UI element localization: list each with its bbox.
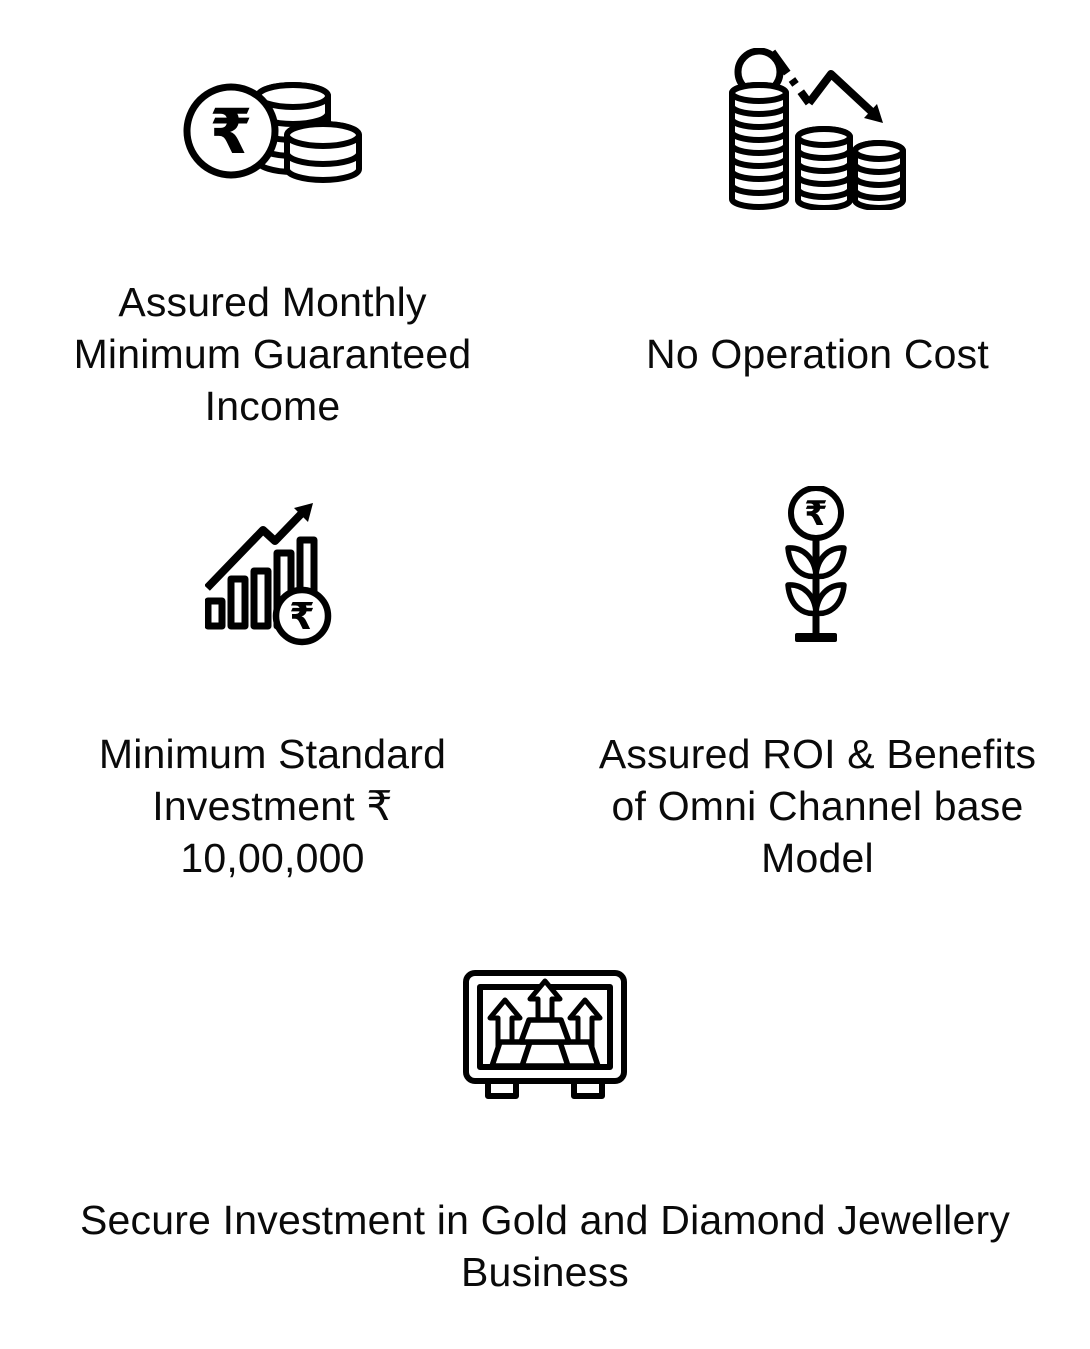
- falling-coin-stacks-icon: [729, 48, 907, 210]
- feature-caption: [0, 1142, 1090, 1349]
- growth-bars-rupee-icon: [205, 486, 340, 646]
- feature-card-assured-roi: [545, 450, 1090, 930]
- icon-box: [545, 0, 1090, 258]
- caption-line: Minimum Guaranteed: [73, 331, 472, 377]
- rupee-symbol: ₹: [208, 95, 253, 168]
- caption-line: Investment ₹: [152, 783, 393, 829]
- caption-line: Income: [204, 383, 341, 429]
- caption-line: Model: [761, 835, 874, 881]
- feature-card-assured-income: [0, 0, 545, 450]
- rupee-plant-icon: [783, 486, 853, 646]
- caption-line: 10,00,000: [180, 835, 365, 881]
- caption-line: Secure Investment in Gold and Diamond Jewellery: [79, 1196, 1011, 1243]
- gold-safe-icon: [463, 970, 628, 1102]
- feature-card-minimum-investment: [0, 450, 545, 930]
- caption-line: Business: [461, 1248, 629, 1295]
- caption-line: Assured Monthly: [118, 279, 427, 325]
- icon-box: [545, 450, 1090, 682]
- icon-box: [0, 0, 545, 258]
- icon-box: [0, 450, 545, 682]
- feature-caption: [545, 258, 1090, 450]
- feature-caption: [545, 682, 1090, 930]
- feature-caption: [0, 682, 545, 930]
- feature-card-secure-investment: [0, 930, 1090, 1349]
- caption-line: Minimum Standard: [98, 731, 447, 777]
- feature-caption: [0, 258, 545, 450]
- rupee-coin-stacks-icon: [183, 73, 363, 185]
- caption-line: Assured ROI & Benefits: [598, 731, 1037, 777]
- rupee-symbol: ₹: [289, 595, 315, 638]
- icon-box: [0, 930, 1090, 1142]
- caption-line: of Omni Channel base: [611, 783, 1024, 829]
- feature-card-no-operation-cost: [545, 0, 1090, 450]
- rupee-symbol: ₹: [803, 494, 828, 534]
- caption-line: No Operation Cost: [646, 331, 989, 377]
